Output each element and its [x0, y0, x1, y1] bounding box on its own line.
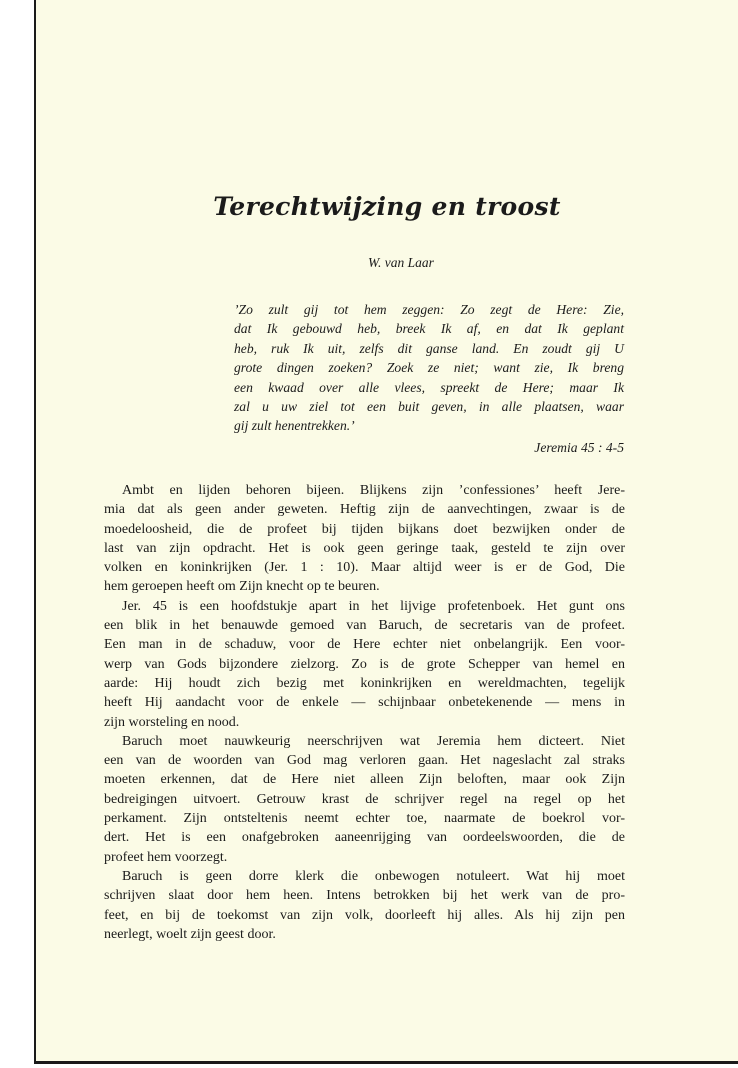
body-line: last van zijn opdracht. Het is ook geen geringe taak, gesteld te zijn over — [104, 540, 625, 556]
body-line: zijn worsteling en nood. — [104, 714, 240, 730]
article-body — [104, 481, 625, 944]
body-line: Baruch moet nauwkeurig neerschrijven wat Jeremia hem dicteert. Niet — [122, 733, 625, 749]
body-line: Baruch is geen dorre klerk die onbewogen notuleert. Wat hij moet — [122, 868, 625, 884]
body-line: hem geroepen heeft om Zijn knecht op te beuren. — [104, 579, 380, 595]
article-author: W. van Laar — [368, 255, 434, 270]
body-line: dert. Het is een onafgebroken aaneenrijging van oordeelswoorden, die de — [104, 830, 625, 846]
body-line: bedreigingen uitvoert. Getrouw krast de schrijver regel na regel op het — [104, 791, 625, 807]
quote-line: gij zult henentrekken.’ — [234, 418, 355, 434]
body-line: een blik in het benauwde gemoed van Baruch, de secretaris van de profeet. — [104, 618, 625, 634]
body-line: feet, en bij de toekomst van zijn volk, doorleeft hij alles. Als hij zijn pen — [104, 907, 625, 923]
article-title: Terechtwijzing en troost — [213, 192, 561, 221]
body-line: perkament. Zijn ontsteltenis neemt echter toe, naarmate de boekrol vor- — [104, 811, 625, 827]
body-line: Ambt en lijden behoren bijeen. Blijkens zijn ’confessiones’ heeft Jere- — [122, 483, 625, 498]
body-line: Een man in de schaduw, voor de Here echter niet onbelangrijk. Een voor- — [104, 637, 625, 653]
body-line: volken en koninkrijken (Jer. 1 : 10). Maar altijd weer is er de God, Die — [104, 560, 625, 576]
body-line: moeten erkennen, dat de Here niet alleen Zijn beloften, maar ook Zijn — [104, 772, 625, 788]
body-line: mia dat als geen ander geweten. Heftig zijn de aanvechtingen, zwaar is de — [104, 502, 625, 518]
body-line: neerlegt, woelt zijn geest door. — [104, 926, 276, 942]
body-line: heeft Hij aandacht voor de enkele — schijnbaar onbetekenende — mens in — [104, 695, 625, 711]
body-line: aarde: Hij houdt zich bezig met koninkrijken en wereldmachten, tegelijk — [104, 675, 625, 691]
document-page — [34, 0, 738, 1064]
quote-line: zal u uw ziel tot een buit geven, in alle plaatsen, waar — [234, 399, 624, 415]
body-line: profeet hem voorzegt. — [104, 849, 228, 865]
body-line: werp van Gods bijzondere zielzorg. Zo is de grote Schepper van hemel en — [104, 656, 625, 672]
epigraph-quote — [234, 300, 624, 457]
quote-line: een kwaad over alle vlees, spreekt de Here; maar Ik — [234, 379, 624, 395]
quote-line: dat Ik gebouwd heb, breek Ik af, en dat Ik geplant — [234, 321, 624, 337]
body-line: moedeloosheid, die de profeet bij tijden bijkans doet bezwijken onder de — [104, 521, 625, 537]
quote-reference: Jeremia 45 : 4-5 — [534, 439, 624, 455]
quote-line: ’Zo zult gij tot hem zeggen: Zo zegt de Here: Zie, — [234, 302, 624, 317]
body-line: schrijven slaat door hem heen. Intens betrokken bij het werk van de pro- — [104, 888, 625, 904]
quote-line: grote dingen zoeken? Zoek ze niet; want zie, Ik breng — [234, 360, 624, 376]
body-line: Jer. 45 is een hoofdstukje apart in het lijvige profetenboek. Het gunt ons — [122, 598, 625, 614]
body-line: een van de woorden van God mag verloren gaan. Het nageslacht zal straks — [104, 753, 625, 769]
quote-line: heb, ruk Ik uit, zelfs dit ganse land. En zoudt gij U — [234, 340, 624, 356]
